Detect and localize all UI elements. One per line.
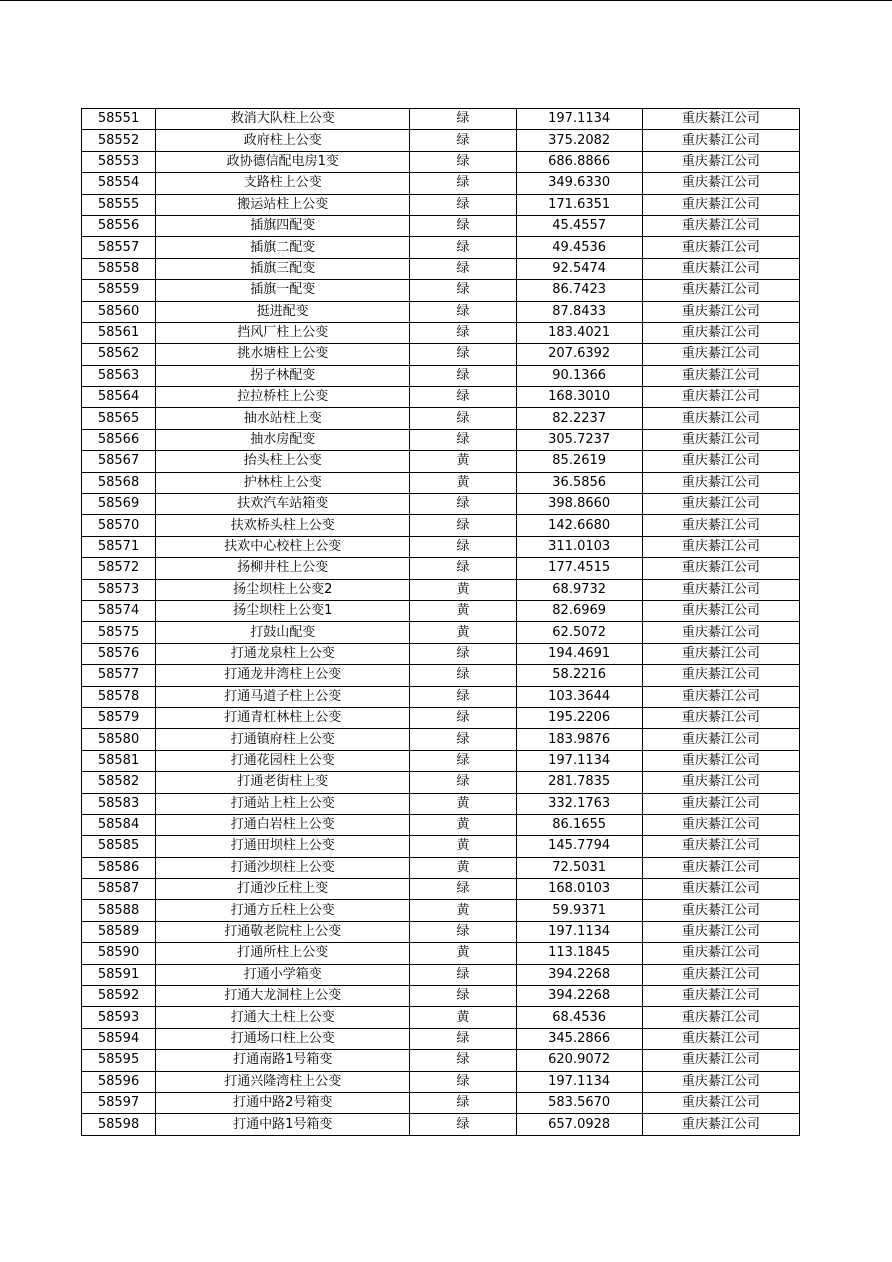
table-row (82, 964, 800, 985)
row-id-cell: 58585 (82, 836, 156, 857)
status-cell: 绿 (410, 194, 516, 215)
status-cell: 绿 (410, 130, 516, 151)
value-cell: 394.2268 (516, 986, 642, 1007)
company-cell: 重庆綦江公司 (642, 451, 799, 472)
table-row (82, 1028, 800, 1049)
row-id-cell: 58557 (82, 237, 156, 258)
table-body (82, 109, 800, 1136)
company-cell: 重庆綦江公司 (642, 1007, 799, 1028)
value-cell: 345.2866 (516, 1028, 642, 1049)
transformer-name-cell: 挡风厂柱上公变 (156, 322, 410, 343)
value-cell: 194.4691 (516, 643, 642, 664)
row-id-cell: 58567 (82, 451, 156, 472)
table-row (82, 943, 800, 964)
value-cell: 394.2268 (516, 964, 642, 985)
table-row (82, 194, 800, 215)
table-row (82, 836, 800, 857)
status-cell: 黄 (410, 622, 516, 643)
table-row (82, 793, 800, 814)
status-cell: 黄 (410, 900, 516, 921)
value-cell: 87.8433 (516, 301, 642, 322)
row-id-cell: 58581 (82, 750, 156, 771)
table-row (82, 1114, 800, 1135)
table-row (82, 301, 800, 322)
status-cell: 绿 (410, 344, 516, 365)
status-cell: 绿 (410, 515, 516, 536)
table-row (82, 280, 800, 301)
company-cell: 重庆綦江公司 (642, 622, 799, 643)
value-cell: 62.5072 (516, 622, 642, 643)
table-row (82, 237, 800, 258)
value-cell: 197.1134 (516, 109, 642, 130)
row-id-cell: 58587 (82, 879, 156, 900)
transformer-name-cell: 扬柳井柱上公变 (156, 558, 410, 579)
transformer-name-cell: 插旗三配变 (156, 258, 410, 279)
row-id-cell: 58575 (82, 622, 156, 643)
status-cell: 绿 (410, 643, 516, 664)
transformer-name-cell: 救消大队柱上公变 (156, 109, 410, 130)
status-cell: 绿 (410, 1114, 516, 1135)
status-cell: 绿 (410, 365, 516, 386)
status-cell: 绿 (410, 921, 516, 942)
company-cell: 重庆綦江公司 (642, 215, 799, 236)
company-cell: 重庆綦江公司 (642, 964, 799, 985)
transformer-name-cell: 打通白岩柱上公变 (156, 814, 410, 835)
value-cell: 207.6392 (516, 344, 642, 365)
status-cell: 绿 (410, 986, 516, 1007)
table-row (82, 879, 800, 900)
table-row (82, 109, 800, 130)
value-cell: 92.5474 (516, 258, 642, 279)
company-cell: 重庆綦江公司 (642, 836, 799, 857)
company-cell: 重庆綦江公司 (642, 130, 799, 151)
row-id-cell: 58598 (82, 1114, 156, 1135)
table-row (82, 686, 800, 707)
table-row (82, 429, 800, 450)
company-cell: 重庆綦江公司 (642, 793, 799, 814)
table-row (82, 707, 800, 728)
row-id-cell: 58570 (82, 515, 156, 536)
row-id-cell: 58582 (82, 772, 156, 793)
company-cell: 重庆綦江公司 (642, 536, 799, 557)
row-id-cell: 58593 (82, 1007, 156, 1028)
row-id-cell: 58566 (82, 429, 156, 450)
status-cell: 黄 (410, 600, 516, 621)
value-cell: 583.5670 (516, 1092, 642, 1113)
row-id-cell: 58577 (82, 665, 156, 686)
status-cell: 绿 (410, 879, 516, 900)
value-cell: 686.8866 (516, 151, 642, 172)
row-id-cell: 58584 (82, 814, 156, 835)
status-cell: 绿 (410, 707, 516, 728)
status-cell: 黄 (410, 472, 516, 493)
row-id-cell: 58591 (82, 964, 156, 985)
row-id-cell: 58561 (82, 322, 156, 343)
value-cell: 177.4515 (516, 558, 642, 579)
value-cell: 90.1366 (516, 365, 642, 386)
company-cell: 重庆綦江公司 (642, 387, 799, 408)
table-row (82, 665, 800, 686)
value-cell: 311.0103 (516, 536, 642, 557)
transformer-name-cell: 打通中路2号箱变 (156, 1092, 410, 1113)
table-row (82, 921, 800, 942)
table-row (82, 173, 800, 194)
row-id-cell: 58558 (82, 258, 156, 279)
transformer-name-cell: 扶欢中心校柱上公变 (156, 536, 410, 557)
transformer-name-cell: 打通青杠林柱上公变 (156, 707, 410, 728)
row-id-cell: 58555 (82, 194, 156, 215)
table-row (82, 344, 800, 365)
transformer-name-cell: 打通沙丘柱上变 (156, 879, 410, 900)
status-cell: 绿 (410, 429, 516, 450)
value-cell: 281.7835 (516, 772, 642, 793)
transformer-name-cell: 打通镇府柱上公变 (156, 729, 410, 750)
table-row (82, 900, 800, 921)
company-cell: 重庆綦江公司 (642, 301, 799, 322)
table-row (82, 643, 800, 664)
transformer-name-cell: 打通大土柱上公变 (156, 1007, 410, 1028)
value-cell: 45.4557 (516, 215, 642, 236)
company-cell: 重庆綦江公司 (642, 280, 799, 301)
value-cell: 68.9732 (516, 579, 642, 600)
company-cell: 重庆綦江公司 (642, 365, 799, 386)
transformer-name-cell: 挑水塘柱上公变 (156, 344, 410, 365)
value-cell: 86.7423 (516, 280, 642, 301)
value-cell: 375.2082 (516, 130, 642, 151)
company-cell: 重庆綦江公司 (642, 900, 799, 921)
table-row (82, 1007, 800, 1028)
status-cell: 黄 (410, 857, 516, 878)
status-cell: 绿 (410, 665, 516, 686)
status-cell: 绿 (410, 1050, 516, 1071)
row-id-cell: 58569 (82, 494, 156, 515)
value-cell: 398.8660 (516, 494, 642, 515)
transformer-name-cell: 打通大龙洞柱上公变 (156, 986, 410, 1007)
status-cell: 绿 (410, 237, 516, 258)
row-id-cell: 58597 (82, 1092, 156, 1113)
transformer-name-cell: 打通南路1号箱变 (156, 1050, 410, 1071)
row-id-cell: 58563 (82, 365, 156, 386)
company-cell: 重庆綦江公司 (642, 643, 799, 664)
value-cell: 82.2237 (516, 408, 642, 429)
transformer-name-cell: 打通龙泉柱上公变 (156, 643, 410, 664)
value-cell: 305.7237 (516, 429, 642, 450)
row-id-cell: 58565 (82, 408, 156, 429)
company-cell: 重庆綦江公司 (642, 1050, 799, 1071)
transformer-name-cell: 插旗四配变 (156, 215, 410, 236)
company-cell: 重庆綦江公司 (642, 600, 799, 621)
transformer-table (81, 108, 800, 1136)
row-id-cell: 58568 (82, 472, 156, 493)
transformer-name-cell: 打通田坝柱上公变 (156, 836, 410, 857)
transformer-name-cell: 打通老街柱上变 (156, 772, 410, 793)
value-cell: 113.1845 (516, 943, 642, 964)
table-row (82, 857, 800, 878)
row-id-cell: 58594 (82, 1028, 156, 1049)
company-cell: 重庆綦江公司 (642, 558, 799, 579)
transformer-name-cell: 打通方丘柱上公变 (156, 900, 410, 921)
row-id-cell: 58589 (82, 921, 156, 942)
company-cell: 重庆綦江公司 (642, 1114, 799, 1135)
transformer-name-cell: 打通花园柱上公变 (156, 750, 410, 771)
transformer-name-cell: 抽水房配变 (156, 429, 410, 450)
company-cell: 重庆綦江公司 (642, 1071, 799, 1092)
table-row (82, 1050, 800, 1071)
company-cell: 重庆綦江公司 (642, 322, 799, 343)
value-cell: 183.4021 (516, 322, 642, 343)
value-cell: 332.1763 (516, 793, 642, 814)
value-cell: 68.4536 (516, 1007, 642, 1028)
row-id-cell: 58551 (82, 109, 156, 130)
status-cell: 绿 (410, 151, 516, 172)
status-cell: 绿 (410, 258, 516, 279)
value-cell: 49.4536 (516, 237, 642, 258)
row-id-cell: 58573 (82, 579, 156, 600)
transformer-name-cell: 打通站上柱上公变 (156, 793, 410, 814)
company-cell: 重庆綦江公司 (642, 344, 799, 365)
status-cell: 绿 (410, 558, 516, 579)
row-id-cell: 58556 (82, 215, 156, 236)
company-cell: 重庆綦江公司 (642, 686, 799, 707)
status-cell: 绿 (410, 322, 516, 343)
value-cell: 145.7794 (516, 836, 642, 857)
company-cell: 重庆綦江公司 (642, 986, 799, 1007)
value-cell: 103.3644 (516, 686, 642, 707)
row-id-cell: 58572 (82, 558, 156, 579)
value-cell: 72.5031 (516, 857, 642, 878)
table-row (82, 472, 800, 493)
value-cell: 59.9371 (516, 900, 642, 921)
transformer-name-cell: 扬尘坝柱上公变1 (156, 600, 410, 621)
company-cell: 重庆綦江公司 (642, 151, 799, 172)
transformer-name-cell: 打通中路1号箱变 (156, 1114, 410, 1135)
company-cell: 重庆綦江公司 (642, 579, 799, 600)
company-cell: 重庆綦江公司 (642, 814, 799, 835)
value-cell: 197.1134 (516, 1071, 642, 1092)
transformer-name-cell: 抬头柱上公变 (156, 451, 410, 472)
value-cell: 36.5856 (516, 472, 642, 493)
row-id-cell: 58576 (82, 643, 156, 664)
status-cell: 绿 (410, 301, 516, 322)
status-cell: 绿 (410, 1028, 516, 1049)
row-id-cell: 58560 (82, 301, 156, 322)
value-cell: 171.6351 (516, 194, 642, 215)
table-row (82, 1092, 800, 1113)
company-cell: 重庆綦江公司 (642, 1028, 799, 1049)
transformer-name-cell: 打通敬老院柱上公变 (156, 921, 410, 942)
transformer-name-cell: 搬运站柱上公变 (156, 194, 410, 215)
company-cell: 重庆綦江公司 (642, 707, 799, 728)
value-cell: 197.1134 (516, 750, 642, 771)
value-cell: 195.2206 (516, 707, 642, 728)
company-cell: 重庆綦江公司 (642, 258, 799, 279)
company-cell: 重庆綦江公司 (642, 408, 799, 429)
row-id-cell: 58554 (82, 173, 156, 194)
company-cell: 重庆綦江公司 (642, 943, 799, 964)
page-top-rule (0, 0, 892, 1)
table-row (82, 151, 800, 172)
company-cell: 重庆綦江公司 (642, 772, 799, 793)
status-cell: 绿 (410, 772, 516, 793)
status-cell: 绿 (410, 1092, 516, 1113)
status-cell: 黄 (410, 814, 516, 835)
company-cell: 重庆綦江公司 (642, 237, 799, 258)
value-cell: 168.3010 (516, 387, 642, 408)
table-row (82, 814, 800, 835)
company-cell: 重庆綦江公司 (642, 494, 799, 515)
company-cell: 重庆綦江公司 (642, 665, 799, 686)
row-id-cell: 58592 (82, 986, 156, 1007)
transformer-name-cell: 扬尘坝柱上公变2 (156, 579, 410, 600)
transformer-name-cell: 打通龙井湾柱上公变 (156, 665, 410, 686)
status-cell: 黄 (410, 1007, 516, 1028)
company-cell: 重庆綦江公司 (642, 109, 799, 130)
table-row (82, 729, 800, 750)
company-cell: 重庆綦江公司 (642, 515, 799, 536)
value-cell: 142.6680 (516, 515, 642, 536)
status-cell: 黄 (410, 793, 516, 814)
transformer-name-cell: 挺进配变 (156, 301, 410, 322)
table-row (82, 322, 800, 343)
status-cell: 黄 (410, 451, 516, 472)
company-cell: 重庆綦江公司 (642, 879, 799, 900)
table-row (82, 515, 800, 536)
status-cell: 绿 (410, 173, 516, 194)
transformer-name-cell: 护林柱上公变 (156, 472, 410, 493)
status-cell: 绿 (410, 686, 516, 707)
row-id-cell: 58588 (82, 900, 156, 921)
value-cell: 85.2619 (516, 451, 642, 472)
row-id-cell: 58578 (82, 686, 156, 707)
value-cell: 349.6330 (516, 173, 642, 194)
transformer-name-cell: 打鼓山配变 (156, 622, 410, 643)
status-cell: 绿 (410, 109, 516, 130)
transformer-name-cell: 支路柱上公变 (156, 173, 410, 194)
row-id-cell: 58580 (82, 729, 156, 750)
table-row (82, 387, 800, 408)
row-id-cell: 58596 (82, 1071, 156, 1092)
table-row (82, 750, 800, 771)
company-cell: 重庆綦江公司 (642, 857, 799, 878)
value-cell: 657.0928 (516, 1114, 642, 1135)
table-row (82, 215, 800, 236)
table-row (82, 494, 800, 515)
table-row (82, 622, 800, 643)
status-cell: 绿 (410, 280, 516, 301)
status-cell: 绿 (410, 1071, 516, 1092)
table-row (82, 600, 800, 621)
transformer-name-cell: 打通兴隆湾柱上公变 (156, 1071, 410, 1092)
table-row (82, 536, 800, 557)
company-cell: 重庆綦江公司 (642, 921, 799, 942)
row-id-cell: 58590 (82, 943, 156, 964)
row-id-cell: 58553 (82, 151, 156, 172)
status-cell: 黄 (410, 579, 516, 600)
transformer-name-cell: 打通小学箱变 (156, 964, 410, 985)
transformer-name-cell: 拐子林配变 (156, 365, 410, 386)
transformer-name-cell: 插旗一配变 (156, 280, 410, 301)
transformer-name-cell: 插旗二配变 (156, 237, 410, 258)
transformer-name-cell: 扶欢汽车站箱变 (156, 494, 410, 515)
company-cell: 重庆綦江公司 (642, 729, 799, 750)
table-row (82, 772, 800, 793)
table-row (82, 986, 800, 1007)
row-id-cell: 58574 (82, 600, 156, 621)
transformer-name-cell: 抽水站柱上变 (156, 408, 410, 429)
row-id-cell: 58583 (82, 793, 156, 814)
value-cell: 620.9072 (516, 1050, 642, 1071)
table-row (82, 451, 800, 472)
table-row (82, 579, 800, 600)
status-cell: 黄 (410, 943, 516, 964)
status-cell: 绿 (410, 729, 516, 750)
status-cell: 绿 (410, 408, 516, 429)
company-cell: 重庆綦江公司 (642, 429, 799, 450)
row-id-cell: 58564 (82, 387, 156, 408)
status-cell: 绿 (410, 750, 516, 771)
transformer-name-cell: 政府柱上公变 (156, 130, 410, 151)
row-id-cell: 58559 (82, 280, 156, 301)
value-cell: 58.2216 (516, 665, 642, 686)
row-id-cell: 58552 (82, 130, 156, 151)
table-row (82, 130, 800, 151)
transformer-name-cell: 扶欢桥头柱上公变 (156, 515, 410, 536)
table-row (82, 408, 800, 429)
table-row (82, 258, 800, 279)
status-cell: 绿 (410, 536, 516, 557)
value-cell: 82.6969 (516, 600, 642, 621)
transformer-name-cell: 打通场口柱上公变 (156, 1028, 410, 1049)
row-id-cell: 58571 (82, 536, 156, 557)
transformer-name-cell: 拉拉桥柱上公变 (156, 387, 410, 408)
status-cell: 绿 (410, 215, 516, 236)
status-cell: 绿 (410, 387, 516, 408)
company-cell: 重庆綦江公司 (642, 173, 799, 194)
table-row (82, 365, 800, 386)
company-cell: 重庆綦江公司 (642, 472, 799, 493)
status-cell: 黄 (410, 836, 516, 857)
value-cell: 197.1134 (516, 921, 642, 942)
transformer-name-cell: 打通马道子柱上公变 (156, 686, 410, 707)
value-cell: 183.9876 (516, 729, 642, 750)
row-id-cell: 58562 (82, 344, 156, 365)
row-id-cell: 58579 (82, 707, 156, 728)
row-id-cell: 58595 (82, 1050, 156, 1071)
value-cell: 86.1655 (516, 814, 642, 835)
transformer-name-cell: 打通沙坝柱上公变 (156, 857, 410, 878)
company-cell: 重庆綦江公司 (642, 1092, 799, 1113)
value-cell: 168.0103 (516, 879, 642, 900)
company-cell: 重庆綦江公司 (642, 750, 799, 771)
status-cell: 绿 (410, 494, 516, 515)
transformer-name-cell: 打通所柱上公变 (156, 943, 410, 964)
transformer-name-cell: 政协德信配电房1变 (156, 151, 410, 172)
table-row (82, 558, 800, 579)
row-id-cell: 58586 (82, 857, 156, 878)
company-cell: 重庆綦江公司 (642, 194, 799, 215)
table-row (82, 1071, 800, 1092)
status-cell: 绿 (410, 964, 516, 985)
